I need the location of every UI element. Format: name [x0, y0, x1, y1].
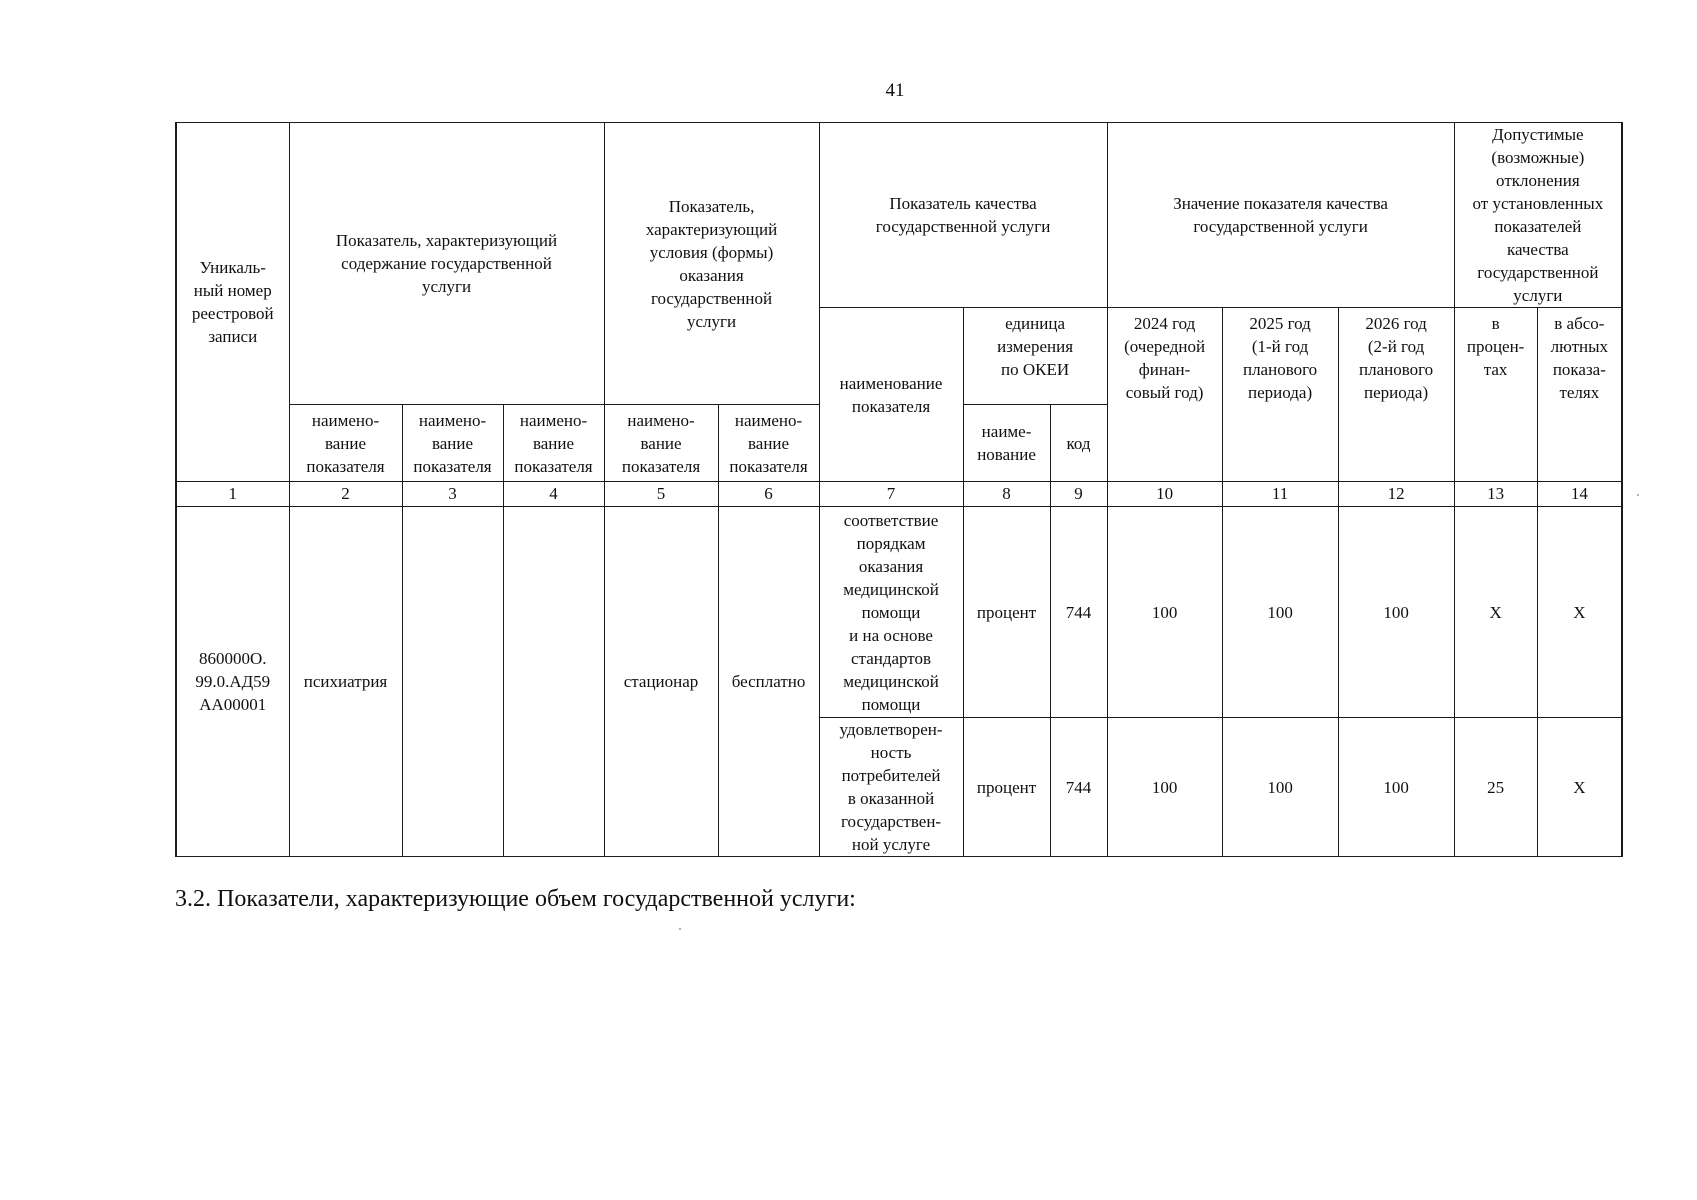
header-unit-okei: единица измерения по ОКЕИ: [963, 308, 1107, 405]
cell-value-2026: 100: [1338, 507, 1454, 718]
cell-content-3: [503, 507, 604, 857]
column-number: 8: [963, 482, 1050, 507]
cell-indicator-name: соответствие порядкам оказания медицинской помощи и на основе стандартов медицинской помощи: [819, 507, 963, 718]
header-condition-name-2: наимено- вание показателя: [718, 405, 819, 482]
cell-unit-name: процент: [963, 718, 1050, 857]
header-quality-indicator: Показатель качества государственной услуги: [819, 123, 1107, 308]
column-number: 10: [1107, 482, 1222, 507]
cell-unit-name: процент: [963, 507, 1050, 718]
column-number: 12: [1338, 482, 1454, 507]
header-content-name-2: наимено- вание показателя: [402, 405, 503, 482]
header-in-percent: в процен- тах: [1454, 308, 1537, 482]
column-number: 14: [1537, 482, 1622, 507]
scan-speck: [679, 928, 681, 930]
header-year-2024: 2024 год (очередной финан- совый год): [1107, 308, 1222, 482]
cell-deviation-percent: X: [1454, 507, 1537, 718]
header-unique-number: Уникаль- ный номер реестровой записи: [176, 123, 289, 482]
scan-speck: [1637, 494, 1639, 496]
cell-value-2026: 100: [1338, 718, 1454, 857]
header-conditions-indicator: Показатель, характеризующий условия (формы) оказания государственной услуги: [604, 123, 819, 405]
header-year-2025: 2025 год (1-й год планового периода): [1222, 308, 1338, 482]
cell-unit-code: 744: [1050, 718, 1107, 857]
cell-deviation-absolute: X: [1537, 718, 1622, 857]
quality-indicators-table: [175, 122, 1623, 857]
column-number: 11: [1222, 482, 1338, 507]
cell-content-2: [402, 507, 503, 857]
header-quality-value: Значение показателя качества государственной услуги: [1107, 123, 1454, 308]
cell-content-1: психиатрия: [289, 507, 402, 857]
header-content-name-1: наимено- вание показателя: [289, 405, 402, 482]
cell-condition-1: стационар: [604, 507, 718, 857]
cell-value-2024: 100: [1107, 718, 1222, 857]
cell-unique-number: 860000О. 99.0.АД59 АА00001: [176, 507, 289, 857]
header-condition-name-1: наимено- вание показателя: [604, 405, 718, 482]
column-number: 13: [1454, 482, 1537, 507]
cell-value-2025: 100: [1222, 718, 1338, 857]
header-content-name-3: наимено- вание показателя: [503, 405, 604, 482]
header-content-indicator: Показатель, характеризующий содержание государственной услуги: [289, 123, 604, 405]
header-in-absolute: в абсо- лютных показа- телях: [1537, 308, 1622, 482]
cell-value-2025: 100: [1222, 507, 1338, 718]
header-year-2026: 2026 год (2-й год планового периода): [1338, 308, 1454, 482]
column-number: 9: [1050, 482, 1107, 507]
header-unit-name: наиме- нование: [963, 405, 1050, 482]
column-number: 1: [176, 482, 289, 507]
column-number: 6: [718, 482, 819, 507]
header-indicator-name: наименование показателя: [819, 308, 963, 482]
cell-deviation-percent: 25: [1454, 718, 1537, 857]
section-heading: 3.2. Показатели, характеризующие объем государственной услуги:: [175, 886, 856, 912]
column-number: 7: [819, 482, 963, 507]
column-number: 2: [289, 482, 402, 507]
cell-value-2024: 100: [1107, 507, 1222, 718]
cell-condition-2: бесплатно: [718, 507, 819, 857]
cell-indicator-name: удовлетворен- ность потребителей в оказанной государствен- ной услуге: [819, 718, 963, 857]
header-unit-code: код: [1050, 405, 1107, 482]
column-number: 4: [503, 482, 604, 507]
cell-unit-code: 744: [1050, 507, 1107, 718]
header-deviations: Допустимые (возможные) отклонения от установленных показателей качества государственной услуги: [1454, 123, 1622, 308]
cell-deviation-absolute: X: [1537, 507, 1622, 718]
column-number: 5: [604, 482, 718, 507]
page-number: 41: [885, 80, 905, 101]
column-number: 3: [402, 482, 503, 507]
